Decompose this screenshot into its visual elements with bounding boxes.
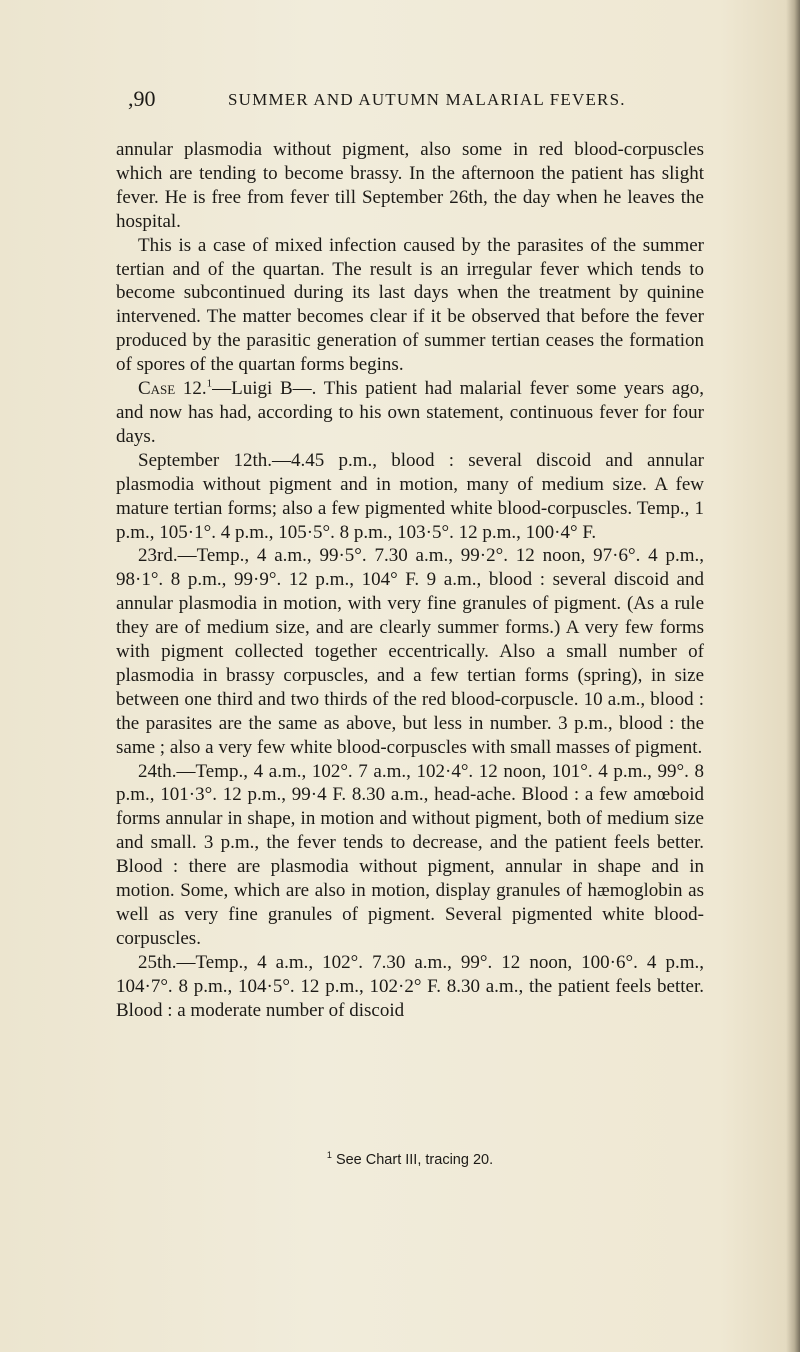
paragraph-6: 24th.—Temp., 4 a.m., 102°. 7 a.m., 102·4°. 12 noon, 101°. 4 p.m., 99°. 8 p.m., 101·3°. 12 p.m., 99·4 F. 8.30 a.m., head-ache. Blood : a few amœboid forms annular in shape, in motion and without pigment, both of medium size and small. 3 p.m., the fever tends to decrease, and the patient feels better. Blood : there are plasmodia without pigment, annular in shape and in motion. Some, which are also in motion, display granules of hæmoglobin as well as very fine granules of pigment. Several pigmented white blood-corpuscles. — [116, 760, 704, 949]
page-number: ,90 — [128, 86, 156, 111]
paragraph-2: This is a case of mixed infection caused by the parasites of the summer tertian and of the quartan. The result is an irregular fever which tends to become subcontinued during its last days when the treatment by quinine intervened. The matter becomes clear if it be observed that before the fever produced by the parasitic generation of summer tertian ceases the formation of spores of the quartan forms begins. — [116, 234, 704, 376]
footnote — [116, 1152, 704, 1168]
paragraph-3-case-12 — [116, 377, 704, 449]
page-header — [128, 86, 688, 116]
paragraph-4: September 12th.—4.45 p.m., blood : several discoid and annular plasmodia without pigment and in motion, many of medium size. A few mature tertian forms; also a few pigmented white blood-corpuscles. Temp., 1 p.m., 105·1°. 4 p.m., 105·5°. 8 p.m., 103·5°. 12 p.m., 100·4° F. — [116, 449, 704, 543]
case-label: Case 12. — [138, 378, 207, 400]
footnote-marker: 1 — [326, 1150, 332, 1161]
running-title: SUMMER AND AUTUMN MALARIAL FEVERS. — [228, 90, 626, 109]
paragraph-5: 23rd.—Temp., 4 a.m., 99·5°. 7.30 a.m., 99·2°. 12 noon, 97·6°. 4 p.m., 98·1°. 8 p.m., 99·9°. 12 p.m., 104° F. 9 a.m., blood : several discoid and annular plasmodia in motion, with very fine granules of pigment. (As a rule they are of medium size, and are clearly summer forms.) A very few forms with pigment collected together eccentrically. Also a small number of plasmodia in brassy corpuscles, and a few tertian forms (spring), in size between one third and two thirds of the red blood-corpuscle. 10 a.m., blood : the parasites are the same as above, but less in number. 3 p.m., blood : the same ; also a very few white blood-corpuscles with small masses of pigment. — [116, 545, 704, 758]
paragraph-1: annular plasmodia without pigment, also some in red blood-corpuscles which are tending to become brassy. In the afternoon the patient has slight fever. He is free from fever till September 26th, the day when he leaves the hospital. — [116, 139, 704, 232]
footnote-reference: 1 — [206, 377, 213, 390]
case-12-text: —Luigi B—. This patient had malarial fever some years ago, and now has had, according to his own statement, continuous fever for four days. — [116, 378, 704, 447]
page-edge-shadow — [786, 0, 800, 1352]
footnote-text: See Chart III, tracing 20. — [335, 1152, 494, 1168]
paragraph-7: 25th.—Temp., 4 a.m., 102°. 7.30 a.m., 99°. 12 noon, 100·6°. 4 p.m., 104·7°. 8 p.m., 104·5°. 12 p.m., 102·2° F. 8.30 a.m., the patient feels better. Blood : a moderate number of discoid — [116, 951, 704, 1021]
body-text — [116, 138, 704, 1023]
